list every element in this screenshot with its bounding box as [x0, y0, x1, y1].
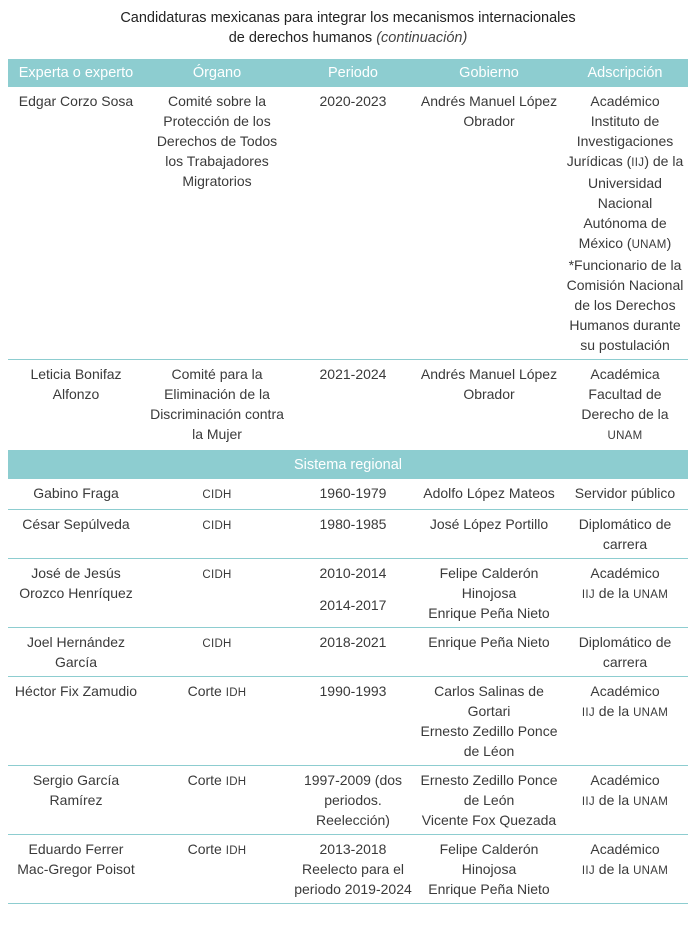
cell-organ: [144, 559, 290, 628]
cell-government: Adolfo López Mateos: [416, 479, 562, 510]
ads-role: Académico: [590, 683, 660, 699]
ads-abbr-2: UNAM: [633, 796, 669, 808]
header-organ: Órgano: [144, 59, 290, 87]
cell-organ: [144, 479, 290, 510]
cell-adscription: Diplomático de carrera: [562, 628, 688, 677]
cell-period: 2020-2023: [290, 87, 416, 360]
period-2: 2014-2017: [319, 597, 387, 613]
organ-text: Corte: [187, 683, 226, 699]
ads-abbr-2: UNAM: [633, 707, 669, 719]
ads-role: Académico: [590, 841, 660, 857]
organ-abbr: CIDH: [202, 638, 232, 650]
organ-text: Corte: [187, 772, 226, 788]
cell-name: Leticia Bonifaz Alfonzo: [8, 360, 144, 451]
period-1: 2010-2014: [319, 565, 387, 581]
table-title: [0, 8, 696, 48]
header-expert: Experta o experto: [8, 59, 144, 87]
header-adscription: Adscripción: [562, 59, 688, 87]
table-row: [8, 510, 688, 559]
ads-role: Académico: [590, 772, 660, 788]
ads-role: Académico: [590, 565, 660, 581]
gov-1: Felipe Calderón Hinojosa: [439, 565, 539, 601]
ads-abbr-1: IIJ: [631, 157, 645, 169]
table-row: [8, 360, 688, 451]
cell-adscription: [562, 766, 688, 835]
organ-abbr: IDH: [225, 776, 247, 788]
cell-name: Sergio García Ramírez: [8, 766, 144, 835]
organ-abbr: CIDH: [202, 489, 232, 501]
organ-abbr: CIDH: [202, 520, 232, 532]
cell-adscription: [562, 677, 688, 766]
organ-abbr: IDH: [225, 845, 247, 857]
title-line-2-text: de derechos humanos: [228, 30, 373, 46]
ads-abbr-2: UNAM: [631, 239, 667, 251]
cell-adscription: [562, 559, 688, 628]
cell-name: José de Jesús Orozco Henríquez: [8, 559, 144, 628]
ads-text-2: ) de la Universidad Nacional Autónoma de México (: [578, 153, 684, 251]
ads-abbr-1: IIJ: [581, 796, 595, 808]
header-government: Gobierno: [416, 59, 562, 87]
cell-government: Andrés Manuel López Obrador: [416, 87, 562, 360]
ads-mid: de la: [594, 703, 634, 719]
cell-period: 1990-1993: [290, 677, 416, 766]
cell-organ: Comité sobre la Protección de los Derechos de Todos los Trabajadores Migratorios: [144, 87, 290, 360]
title-continuation: (continuación): [376, 30, 468, 46]
table-row: [8, 766, 688, 835]
table-row: [8, 677, 688, 766]
gov-1: Ernesto Zedillo Ponce de León: [420, 772, 558, 808]
cell-name: Héctor Fix Zamudio: [8, 677, 144, 766]
ads-mid: de la: [594, 861, 634, 877]
cell-name: Gabino Fraga: [8, 479, 144, 510]
ads-abbr-1: UNAM: [607, 430, 643, 442]
ads-mid: de la: [594, 585, 634, 601]
ads-abbr-2: UNAM: [633, 865, 669, 877]
ads-abbr-1: IIJ: [581, 707, 595, 719]
ads-text-1: Académica Facultad de Derecho de la: [581, 366, 669, 422]
ads-abbr-1: IIJ: [581, 865, 595, 877]
cell-organ: [144, 628, 290, 677]
gov-2: Enrique Peña Nieto: [428, 605, 550, 621]
cell-organ: [144, 766, 290, 835]
cell-adscription: [562, 835, 688, 904]
gov-1: Carlos Salinas de Gortari: [434, 683, 544, 719]
cell-period: 2021-2024: [290, 360, 416, 451]
cell-government: Andrés Manuel López Obrador: [416, 360, 562, 451]
title-line-1: Candidaturas mexicanas para integrar los mecanismos internacionales: [120, 10, 576, 26]
ads-abbr-1: IIJ: [581, 589, 595, 601]
cell-organ: [144, 510, 290, 559]
cell-adscription: Servidor público: [562, 479, 688, 510]
gov-1: Felipe Calderón Hinojosa: [439, 841, 539, 877]
cell-period: 1997-2009 (dos periodos. Reelección): [290, 766, 416, 835]
cell-period: 1960-1979: [290, 479, 416, 510]
gov-2: Vicente Fox Quezada: [421, 812, 557, 828]
organ-abbr: CIDH: [202, 569, 232, 581]
cell-period: 2013-2018 Reelecto para el periodo 2019-2024: [290, 835, 416, 904]
cell-period: [290, 559, 416, 628]
ads-mid: de la: [594, 792, 634, 808]
title-line-2: [0, 28, 696, 48]
cell-adscription: [562, 360, 688, 451]
table-row: [8, 87, 688, 360]
cell-government: [416, 766, 562, 835]
cell-government: José López Portillo: [416, 510, 562, 559]
cell-organ: Comité para la Eliminación de la Discriminación contra la Mujer: [144, 360, 290, 451]
ads-text-3: ) *Funcionario de la Comisión Nacional de los Derechos Humanos durante su postulación: [566, 235, 684, 353]
cell-name: Edgar Corzo Sosa: [8, 87, 144, 360]
table-row: [8, 628, 688, 677]
cell-government: [416, 677, 562, 766]
table-row: [8, 835, 688, 904]
cell-name: Joel Hernández García: [8, 628, 144, 677]
organ-abbr: IDH: [225, 687, 247, 699]
cell-organ: [144, 677, 290, 766]
cell-name: César Sepúlveda: [8, 510, 144, 559]
cell-adscription: [562, 87, 688, 360]
cell-adscription: Diplomático de carrera: [562, 510, 688, 559]
table-row: [8, 559, 688, 628]
header-period: Periodo: [290, 59, 416, 87]
ads-abbr-2: UNAM: [633, 589, 669, 601]
cell-organ: [144, 835, 290, 904]
organ-text: Corte: [187, 841, 226, 857]
section-label: Sistema regional: [8, 451, 688, 480]
cell-name: Eduardo Ferrer Mac-Gregor Poisot: [8, 835, 144, 904]
gov-2: Ernesto Zedillo Ponce de Léon: [420, 723, 558, 759]
gov-2: Enrique Peña Nieto: [428, 881, 550, 897]
section-row: [8, 451, 688, 480]
candidatures-table: [8, 59, 688, 904]
header-row: [8, 59, 688, 87]
cell-period: 2018-2021: [290, 628, 416, 677]
ads-text-1: Académico Instituto de Investigaciones Jurídicas (: [566, 93, 674, 169]
cell-period: 1980-1985: [290, 510, 416, 559]
cell-government: [416, 835, 562, 904]
cell-government: Enrique Peña Nieto: [416, 628, 562, 677]
table-row: [8, 479, 688, 510]
cell-government: [416, 559, 562, 628]
